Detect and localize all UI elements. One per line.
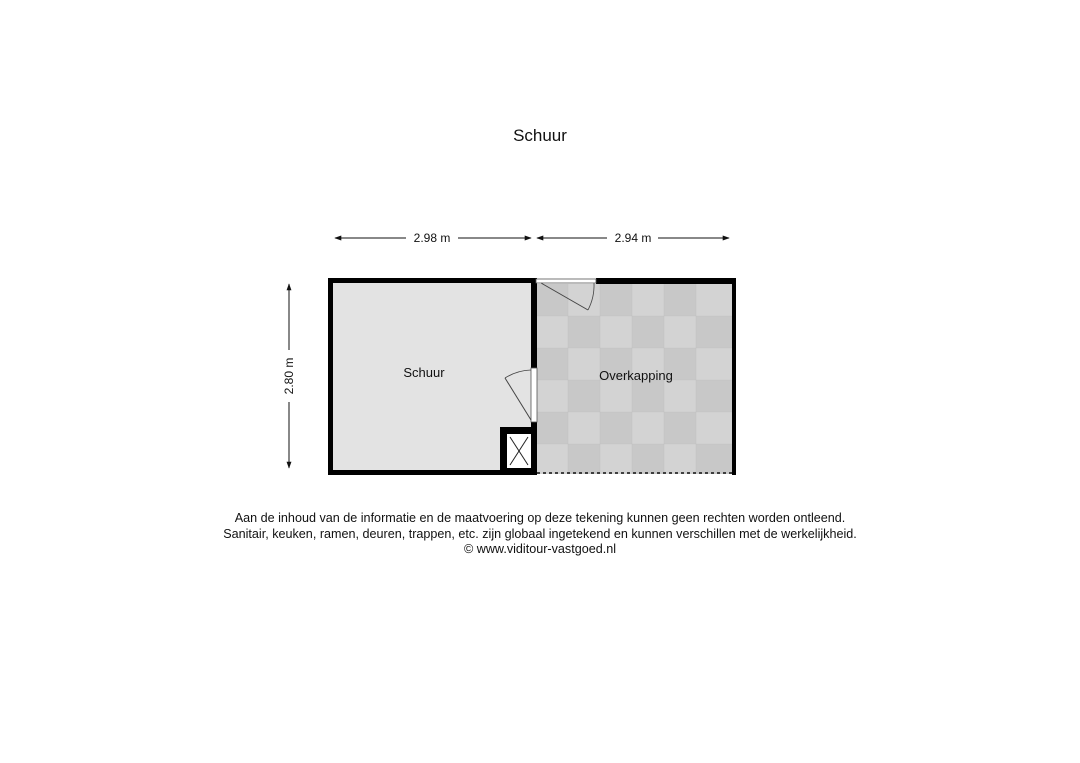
- disclaimer-line-3: © www.viditour-vastgoed.nl: [463, 542, 617, 556]
- disclaimer-line-1: Aan de inhoud van de informatie en de maatvoering op deze tekening kunnen geen rechten worden ontleend.: [234, 511, 846, 525]
- wall-left: [328, 278, 333, 475]
- wall-middle-upper: [531, 278, 537, 368]
- disclaimer-line-2: Sanitair, keuken, ramen, deuren, trappen, etc. zijn globaal ingetekend en kunnen verschillen met de werkelijkheid.: [223, 526, 857, 541]
- dimension-width-right: [537, 231, 729, 245]
- dimension-height: [282, 284, 296, 468]
- wall-top-left: [328, 278, 536, 283]
- floor-title: Schuur: [513, 126, 567, 145]
- dimension-height-label: 2.80 m: [282, 357, 296, 395]
- dimension-width-left-label: 2.98 m: [413, 231, 451, 245]
- dimension-width-right-label: 2.94 m: [614, 231, 652, 245]
- room-label-schuur: Schuur: [403, 365, 445, 380]
- wall-bottom-left: [328, 470, 500, 475]
- cabinet-box: [500, 427, 536, 475]
- dimension-width-left: [335, 231, 531, 245]
- room-label-overkapping: Overkapping: [599, 368, 673, 383]
- wall-right: [732, 278, 736, 475]
- wall-top-right: [596, 278, 736, 284]
- disclaimer: [0, 511, 1080, 558]
